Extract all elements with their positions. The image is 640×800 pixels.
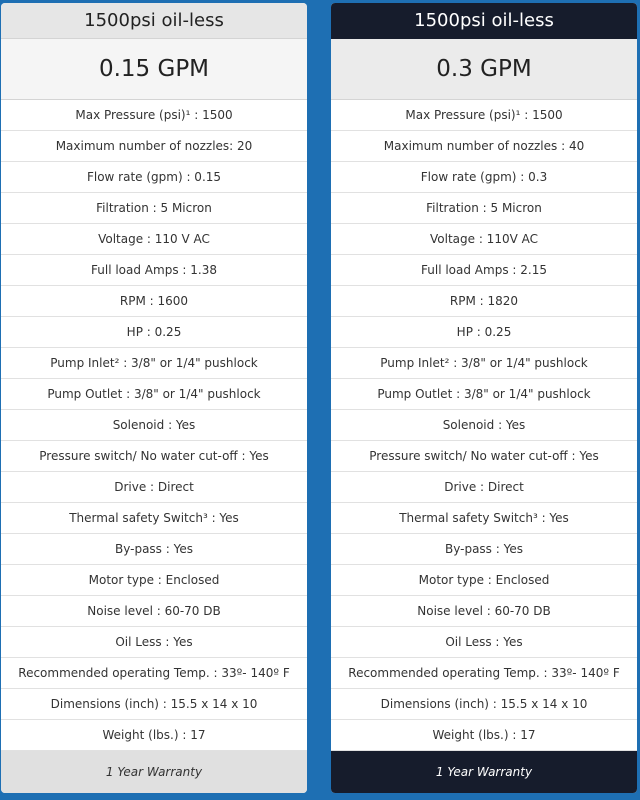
spec-row: Filtration : 5 Micron: [331, 193, 637, 224]
spec-row: Motor type : Enclosed: [331, 565, 637, 596]
warranty-footer: 1 Year Warranty: [331, 751, 637, 793]
spec-row: Solenoid : Yes: [331, 410, 637, 441]
spec-row: Pressure switch/ No water cut-off : Yes: [331, 441, 637, 472]
spec-row: Max Pressure (psi)¹ : 1500: [1, 100, 307, 131]
spec-row: Recommended operating Temp. : 33º- 140º F: [331, 658, 637, 689]
spec-row: Oil Less : Yes: [331, 627, 637, 658]
card-flow-rate: 0.15 GPM: [1, 39, 307, 100]
spec-row: Full load Amps : 1.38: [1, 255, 307, 286]
spec-row: HP : 0.25: [1, 317, 307, 348]
spec-row: Pump Outlet : 3/8" or 1/4" pushlock: [331, 379, 637, 410]
spec-row: Voltage : 110 V AC: [1, 224, 307, 255]
spec-row: Dimensions (inch) : 15.5 x 14 x 10: [331, 689, 637, 720]
spec-row: Recommended operating Temp. : 33º- 140º F: [1, 658, 307, 689]
spec-row: Flow rate (gpm) : 0.3: [331, 162, 637, 193]
spec-row: HP : 0.25: [331, 317, 637, 348]
spec-row: Filtration : 5 Micron: [1, 193, 307, 224]
spec-row: Thermal safety Switch³ : Yes: [331, 503, 637, 534]
spec-row: Voltage : 110V AC: [331, 224, 637, 255]
spec-row: Maximum number of nozzles : 40: [331, 131, 637, 162]
spec-list: [1, 100, 307, 751]
spec-row: Pump Outlet : 3/8" or 1/4" pushlock: [1, 379, 307, 410]
spec-row: Pump Inlet² : 3/8" or 1/4" pushlock: [1, 348, 307, 379]
spec-row: Noise level : 60-70 DB: [1, 596, 307, 627]
spec-row: Drive : Direct: [331, 472, 637, 503]
spec-row: Drive : Direct: [1, 472, 307, 503]
spec-row: Oil Less : Yes: [1, 627, 307, 658]
spec-row: Max Pressure (psi)¹ : 1500: [331, 100, 637, 131]
spec-row: RPM : 1820: [331, 286, 637, 317]
spec-row: Weight (lbs.) : 17: [331, 720, 637, 751]
pricing-card-0.15-gpm: [1, 3, 307, 793]
spec-row: Full load Amps : 2.15: [331, 255, 637, 286]
pricing-card-0.3-gpm: [331, 3, 637, 793]
spec-row: Noise level : 60-70 DB: [331, 596, 637, 627]
spec-row: Maximum number of nozzles: 20: [1, 131, 307, 162]
spec-row: Solenoid : Yes: [1, 410, 307, 441]
warranty-footer: 1 Year Warranty: [1, 751, 307, 793]
spec-row: Pressure switch/ No water cut-off : Yes: [1, 441, 307, 472]
card-title: 1500psi oil-less: [1, 3, 307, 39]
spec-row: Flow rate (gpm) : 0.15: [1, 162, 307, 193]
spec-row: Thermal safety Switch³ : Yes: [1, 503, 307, 534]
card-title: 1500psi oil-less: [331, 3, 637, 39]
card-flow-rate: 0.3 GPM: [331, 39, 637, 100]
spec-row: RPM : 1600: [1, 286, 307, 317]
spec-row: Dimensions (inch) : 15.5 x 14 x 10: [1, 689, 307, 720]
spec-list: [331, 100, 637, 751]
spec-row: Motor type : Enclosed: [1, 565, 307, 596]
spec-row: Weight (lbs.) : 17: [1, 720, 307, 751]
spec-row: Pump Inlet² : 3/8" or 1/4" pushlock: [331, 348, 637, 379]
spec-row: By-pass : Yes: [1, 534, 307, 565]
spec-row: By-pass : Yes: [331, 534, 637, 565]
